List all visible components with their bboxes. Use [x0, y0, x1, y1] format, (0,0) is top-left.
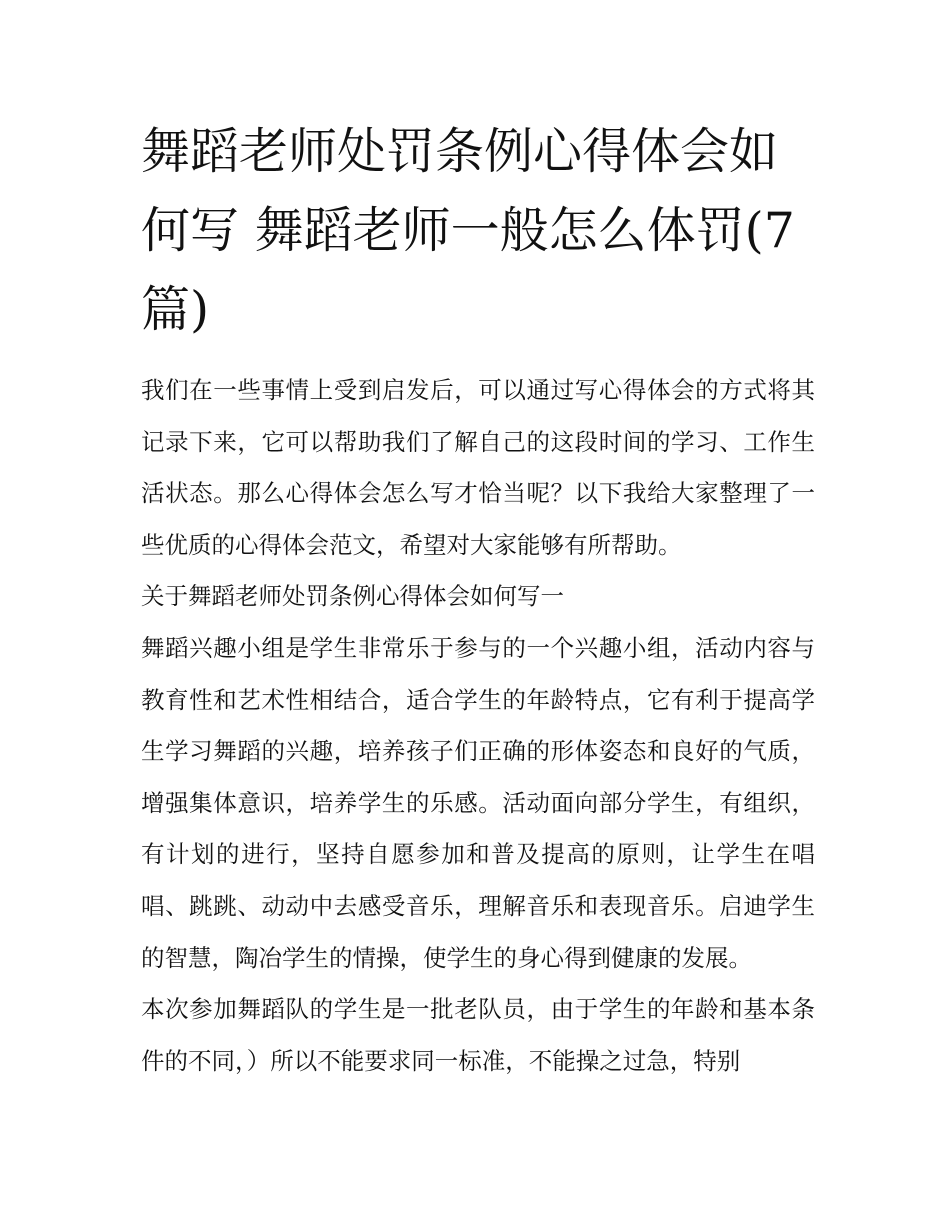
document-body	[141, 112, 815, 1087]
section-heading: 关于舞蹈老师处罚条例心得体会如何写一	[141, 582, 564, 611]
body-paragraph: 舞蹈兴趣小组是学生非常乐于参与的一个兴趣小组，活动内容与教育性和艺术性相结合，适合学生的年龄特点，它有利于提高学生学习舞蹈的兴趣，培养孩子们正确的形体姿态和良好的气质，增强集体意识，培养学生的乐感。活动面向部分学生，有组织，有计划的进行，坚持自愿参加和普及提高的原则，让学生在唱唱、跳跳、动动中去感受音乐，理解音乐和表现音乐。启迪学生的智慧，陶冶学生的情操，使学生的身心得到健康的发展。	[141, 633, 815, 972]
document-title: 舞蹈老师处罚条例心得体会如何写 舞蹈老师一般怎么体罚(7篇)	[141, 123, 795, 338]
body-paragraph: 本次参加舞蹈队的学生是一批老队员，由于学生的年龄和基本条件的不同，）所以不能要求同一标准，不能操之过急，特别	[141, 995, 815, 1075]
intro-paragraph: 我们在一些事情上受到启发后，可以通过写心得体会的方式将其记录下来，它可以帮助我们了解自己的这段时间的学习、工作生活状态。那么心得体会怎么写才恰当呢？以下我给大家整理了一些优质的心得体会范文，希望对大家能够有所帮助。	[141, 376, 815, 559]
